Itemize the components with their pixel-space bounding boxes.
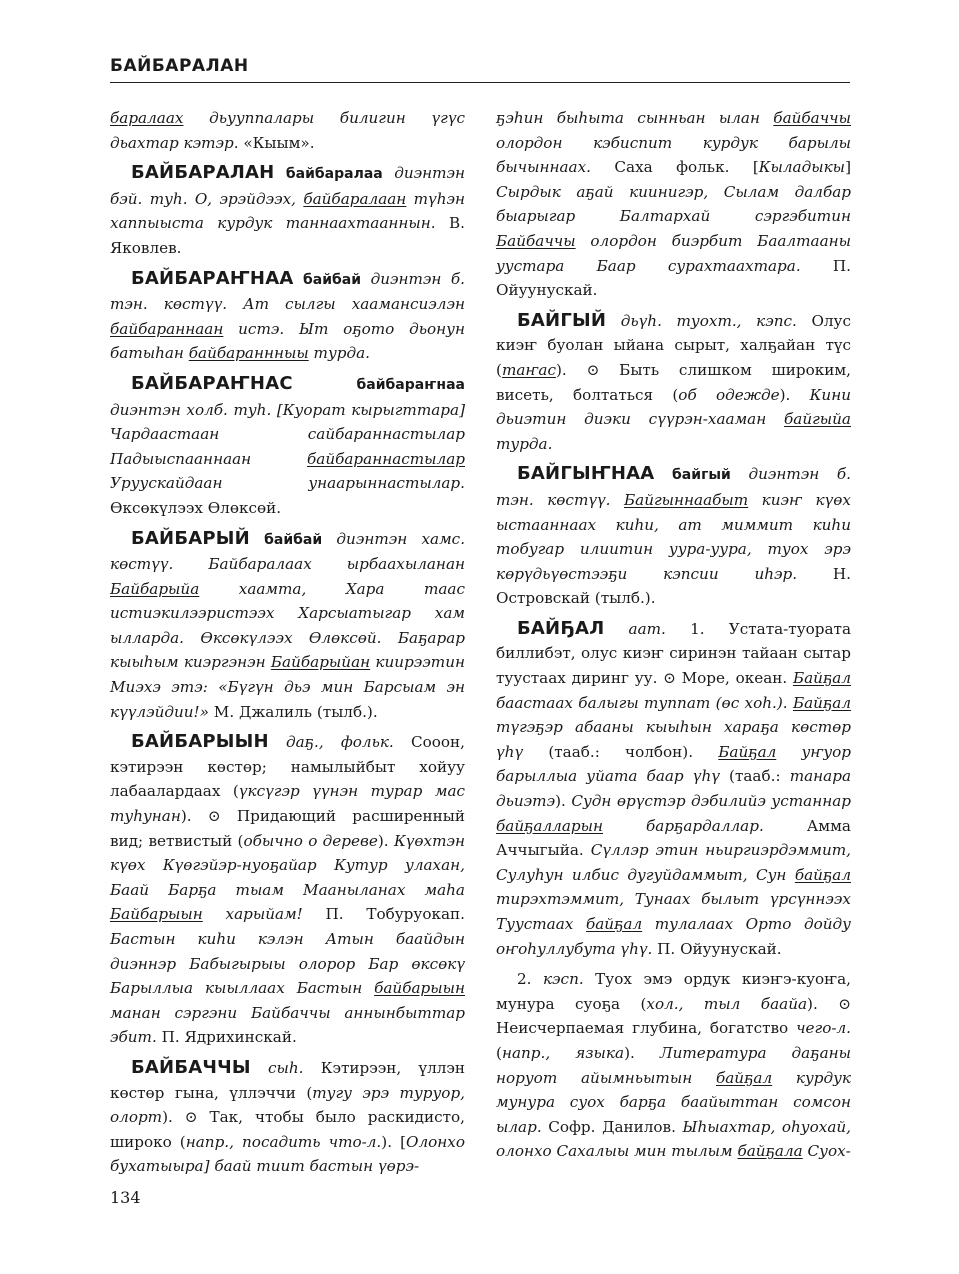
example-text: олордон биэрбит Баалтааны уустара Баар сурахтаахтара. [496,231,851,275]
example-word: Байҕал [792,669,851,688]
headword: БАЙБАРЫЫН [131,731,269,753]
grammar-label: дьүһ. туохт., кэпс. [620,311,797,330]
entry-baibaryyn [110,730,465,1050]
root-word: байгый [672,467,731,484]
grammar-label: аат. [628,619,666,638]
example-text: барҕардаллар. [602,816,764,835]
example-text: Судн өрүстэр дэбилийэ устаннар [571,792,851,811]
entry-baibarangnaa [110,267,465,366]
example-word: байҕалларын [496,816,603,835]
example-text: баастаах балыгы туппат (өс хоһ.). [496,693,793,712]
source: В. Яковлев. [110,214,465,257]
example-text: киирээтин Миэхэ этэ: «Бүгүн дьэ мин Барсыам эн күүлэйдии!» [110,653,465,721]
running-head-title: БАЙБАРАЛАН [110,56,249,76]
punctuation: ). [624,1043,660,1062]
note: Кыладыкы [758,158,846,177]
punctuation: ). [ [381,1132,407,1151]
example-text: дьууппалары билигин үгүс дьахтар кэтэр. [110,109,465,152]
source: Өксөкүлээх Өлөксөй. [110,498,282,517]
headword: БАЙБАРАЛАН [131,162,275,184]
example-word: байҕал [585,915,643,933]
source: П. Ядрихинскай. [156,1028,297,1047]
headword: БАЙБАРАҤНАА [131,267,294,289]
headword: БАЙБАРЫЙ [131,527,250,549]
example-text: хаамта, Хара таас истиэкилээристээх Харсыатыгар хам ыллaрда. Өксөкүлээх Өлөксөй. Баҕарар кыыһым киэргэнэн [110,579,465,672]
root-word: байбай [264,531,323,548]
source: Н. Островскай (тылб.). [496,564,851,608]
entry-baigal-sense-2 [496,967,851,1164]
example-text: манан сэргэни Байбаччы аннынбыттар эбит. [110,1003,465,1047]
example-word: Байҕал [792,693,851,712]
example-word: Байбаччы [496,231,576,250]
note: (тааб.: [719,767,790,786]
entry-continuation [110,106,465,155]
example-text: түгэҕэр абааны кыыһын хараҕа көстөр үһү [496,718,851,761]
example-text: ҕэһин быһыта сынньан ылан [496,109,774,127]
example-text: олордон кэбиспит курдук барылы бычыннаах. [496,133,851,177]
example-word: байҕала [737,1142,803,1161]
translation: ). ⊙ Быть слишком широким, висеть, болтаться ( [496,360,851,404]
example-text: Уруускайдаан унаарыннастылар. [110,474,465,493]
usage-note: обычно о дереве [243,831,378,850]
example-text: Олонхо бухатыыра] баай тиит бастын үөрэ- [110,1132,465,1176]
note: танара дьиэтэ [496,767,851,811]
definition: Кэтирээн, үллэн көстөр гына, үллэччи ( [110,1058,465,1102]
definition: диэнтэн б. тэн. көстүү. Ат сылгы хаамансиэлэн [110,269,466,314]
source: «Кыым». [238,133,315,152]
definition: 1. Устата-туората биллибэт, олус киэҥ сиринэн тайаан сытар туустаах диринг уу. ⊙ Море, океан. [496,619,852,688]
translation: ). ⊙ Неисчерпаемая глубина, богатство [496,994,851,1038]
usage-note: тугу эрэ туруор, олорт [110,1083,465,1127]
example-word: байбарыын [374,979,465,998]
source: Амма Аччыгыйа. [496,816,851,860]
translation: ). ⊙ Так, чтобы было раскидисто, широко ( [110,1108,465,1151]
example-text: түһэн хаппыыста курдук таннаахтааннын. [110,189,465,233]
example-text: Суох- [802,1142,851,1161]
example-word: Байҕал [718,742,777,761]
headword: БАЙБАЧЧЫ [131,1056,251,1078]
example-text: Литература даҕаны норуот айымньытын [496,1043,851,1087]
example-text: курдук мунура суох барҕа баайыттан сомсон ылар. [496,1068,851,1136]
definition: диэнтэн б. тэн. көстүү. [496,465,851,509]
entry-baibaryi [110,527,465,725]
grammar-label: сыһ. [267,1058,304,1077]
root-word: байбаралаа [285,166,383,183]
definition: диэнтэн бэй. туһ. О, эрэйдээх, [110,164,466,208]
right-column [496,106,851,1170]
example-text: тирэхтэммит, Тунаах былыт үрсүннээх Туустаах [496,890,851,933]
definition: диэнтэн холб. туһ. [Куорат кырыгттара] Чардаастаан сайбараннастылар Падыыспааннаан [110,400,465,468]
example-text: уҥуор барыллыа уйата баар үһү [496,742,851,786]
root-word: байбай [302,271,362,288]
grammar-label: даҕ., фольк. [285,733,394,752]
example-word: баралаах [110,109,184,127]
source: П. Тобуруокап. [302,905,465,924]
punctuation: ). [555,792,572,811]
example-text: Сүллэр этин ньиргиэрдэммит, Сулуһун илбис дугуйдаммыт, Сун [496,841,851,884]
headword: БАЙБАРАҤНАС [131,372,293,394]
usage-note: хол., тыл баайа [646,994,808,1013]
note: (тааб.: чолбон). [523,742,719,761]
example-word: Байбарыйан [270,653,371,672]
punctuation: ] [845,158,851,177]
example-word: байҕал [715,1068,773,1087]
example-text: турда. [308,344,371,363]
example-word: Байбарыын [110,905,203,924]
example-text: киэҥ күөх ыстааннаах киһи, ат миммит киһи тобугар илиитин уура-уура, туох эрэ көрүдьүөстээҕи кэпсии иһэр. [496,490,851,583]
usage-note: таҥас [501,360,556,379]
example-word: байбаралаан [303,189,407,208]
example-text: Кини дьиэтин диэки сүүрэн-хааман [496,385,851,429]
example-text: турда. [496,434,553,453]
example-text: Бастын киһи кэлэн Атын баайдын диэннэр Бабыгырыы олорор Бар өксөкү Барыллыа кыыллаах Бастын [110,930,465,998]
example-word: Байгыннаабыт [624,490,749,509]
punctuation: ( [496,1043,502,1062]
example-text: Ыһыахтар, оһуохай, олонхо Сахалыы мин тылым [496,1117,851,1161]
sense-number: 2. [517,970,543,989]
example-word: байбараннныы [188,344,309,363]
root-word: байбараҥнаа [356,376,465,393]
usage-note: үксүгэр үүнэн турар мас туһунан [110,782,465,826]
definition: диэнтэн хамс. көстүү. Байбаралаах ырбаахыланан [110,529,466,574]
page-number: 134 [110,1188,141,1207]
source: Саха фольк. [ [590,158,759,177]
example-word: байбараннастылар [307,449,465,468]
headword: БАЙГЫҤНАА [517,463,655,485]
example-text: тулалаах Орто дойду оҥоһуллубута үһү. [496,915,851,958]
source: П. Ойуунускай. [652,939,782,958]
running-head [110,56,850,83]
left-column [110,106,465,1185]
entry-baigal [496,617,851,961]
punctuation: ). [779,385,810,404]
example-word: Байбарыйа [110,579,200,598]
example-text: Сырдык аҕай киинигэр, Сылам далбар быарыгар Балтархай сэргэбитин [496,182,851,226]
entry-baigyi [496,309,851,457]
usage-note: напр., посадить что-л. [185,1132,382,1151]
example-text: харыйам! [202,905,303,924]
punctuation: ). [377,831,394,850]
grammar-label: кэсп. [542,970,584,989]
definition: Туох эмэ ордук киэҥэ-куоҥа, мунура суоҕа ( [496,970,851,1013]
example-word: байбараннаан [110,319,224,338]
source: П. Ойуунускай. [496,256,851,300]
example-text: Күөхтэн күөх Күөгэйэр-нуоҕайар Кутур улахан, Баай Барҕа тыам Мааныланах маһа [110,831,465,899]
usage-note: об одежде [678,385,780,404]
source: Софр. Данилов. [541,1117,683,1136]
entry-baigyngnaa [496,462,851,611]
translation: ). ⊙ Придающий расширенный вид; ветвистый ( [110,807,465,850]
example-text: истэ. Ыт оҕото дьонун батыһан [110,319,465,363]
example-word: байгыйа [784,410,851,429]
entry-baibachchy [110,1056,465,1179]
headword: БАЙҔАЛ [517,617,605,639]
entry-continuation [496,106,851,303]
source: М. Джалиль (тылб.). [208,702,378,721]
usage-note: напр., языка [501,1043,625,1062]
definition: Олус киэҥ буолан ыйана сырыт, халҕайан түс ( [496,311,851,379]
definition: Сооон, кэтирээн көстөр; намылыйбыт хойуу лабаалардаах ( [110,733,465,801]
entry-baibaralan [110,161,465,260]
usage-note: чего-л. [796,1019,851,1038]
example-word: байбаччы [773,109,851,127]
headword: БАЙГЫЙ [517,309,607,331]
example-word: байҕал [794,865,851,884]
entry-baibarangnas [110,372,465,521]
